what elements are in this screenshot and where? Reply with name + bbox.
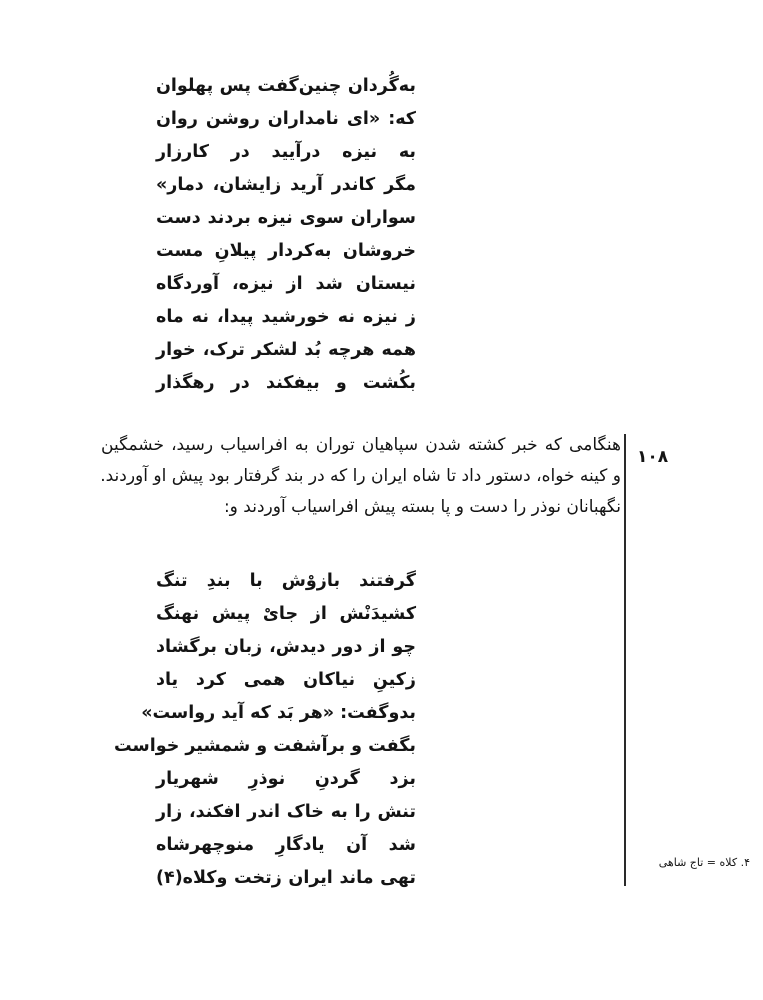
verse-line: تهی ماند ایران زتخت وکلاه(۴) [156,868,416,888]
prose-line: نگهبانان نوذر را دست و پا بسته پیش افراسیاب آوردند و: [223,497,621,517]
verse-line: سواران سوی نیزه بردند دست [156,208,416,228]
verse-line: گرفتند بازوْش با بندِ تنگ [156,571,416,591]
verses-top [156,70,416,400]
verse-line: همه هرچه بُد لشکر ترک، خوار [156,340,416,360]
verse-line: کشیدَنْش از جایْ پیش نهنگ [156,604,416,624]
verse-line: زکینِ نیاکان همی کرد یاد [156,670,416,690]
verse-line: بکُشت و بیفکند در رهگذار [156,373,416,393]
verse-line: به‌گُردان چنین‌گفت پس پهلوان [156,76,416,96]
margin-rule [624,434,626,886]
verse-line: شد آن یادگارِ منوچهرشاه [156,835,416,855]
verse-line: بگفت و برآشفت و شمشیر خواست [114,736,416,756]
verse-line: بدوگفت: «هر بَد که آید رواست» [141,703,416,723]
footnote: ۴. کلاه = تاج شاهی [658,856,750,869]
verse-line: تنش را به خاک اندر افکند، زار [156,802,416,822]
prose-line: هنگامی که خبر کشته شدن سپاهیان توران به افراسیاب رسید، خشمگین [101,435,621,455]
section-number: ۱۰۸ [637,447,669,467]
verse-line: به نیزه درآیید در کارزار [156,142,416,162]
verse-line: بزد گردنِ نوذرِ شهریار [156,769,416,789]
verses-bottom [114,565,416,895]
verse-line: مگر کاندر آرید زایشان، دمار» [156,175,416,195]
prose-line: و کینه خواه، دستور داد تا شاه ایران را که در بند گرفتار بود پیش او آوردند. [100,466,621,486]
verse-line: ز نیزه نه خورشید پیدا، نه ماه [156,307,416,327]
prose-paragraph [101,430,621,523]
verse-line: نیستان شد از نیزه، آوردگاه [156,274,416,294]
verse-line: خروشان به‌کردار پیلانِ مست [156,241,416,261]
verse-line: چو از دور دیدش، زبان برگشاد [156,637,416,657]
verse-line: که: «ای نامداران روشن روان [156,109,416,129]
